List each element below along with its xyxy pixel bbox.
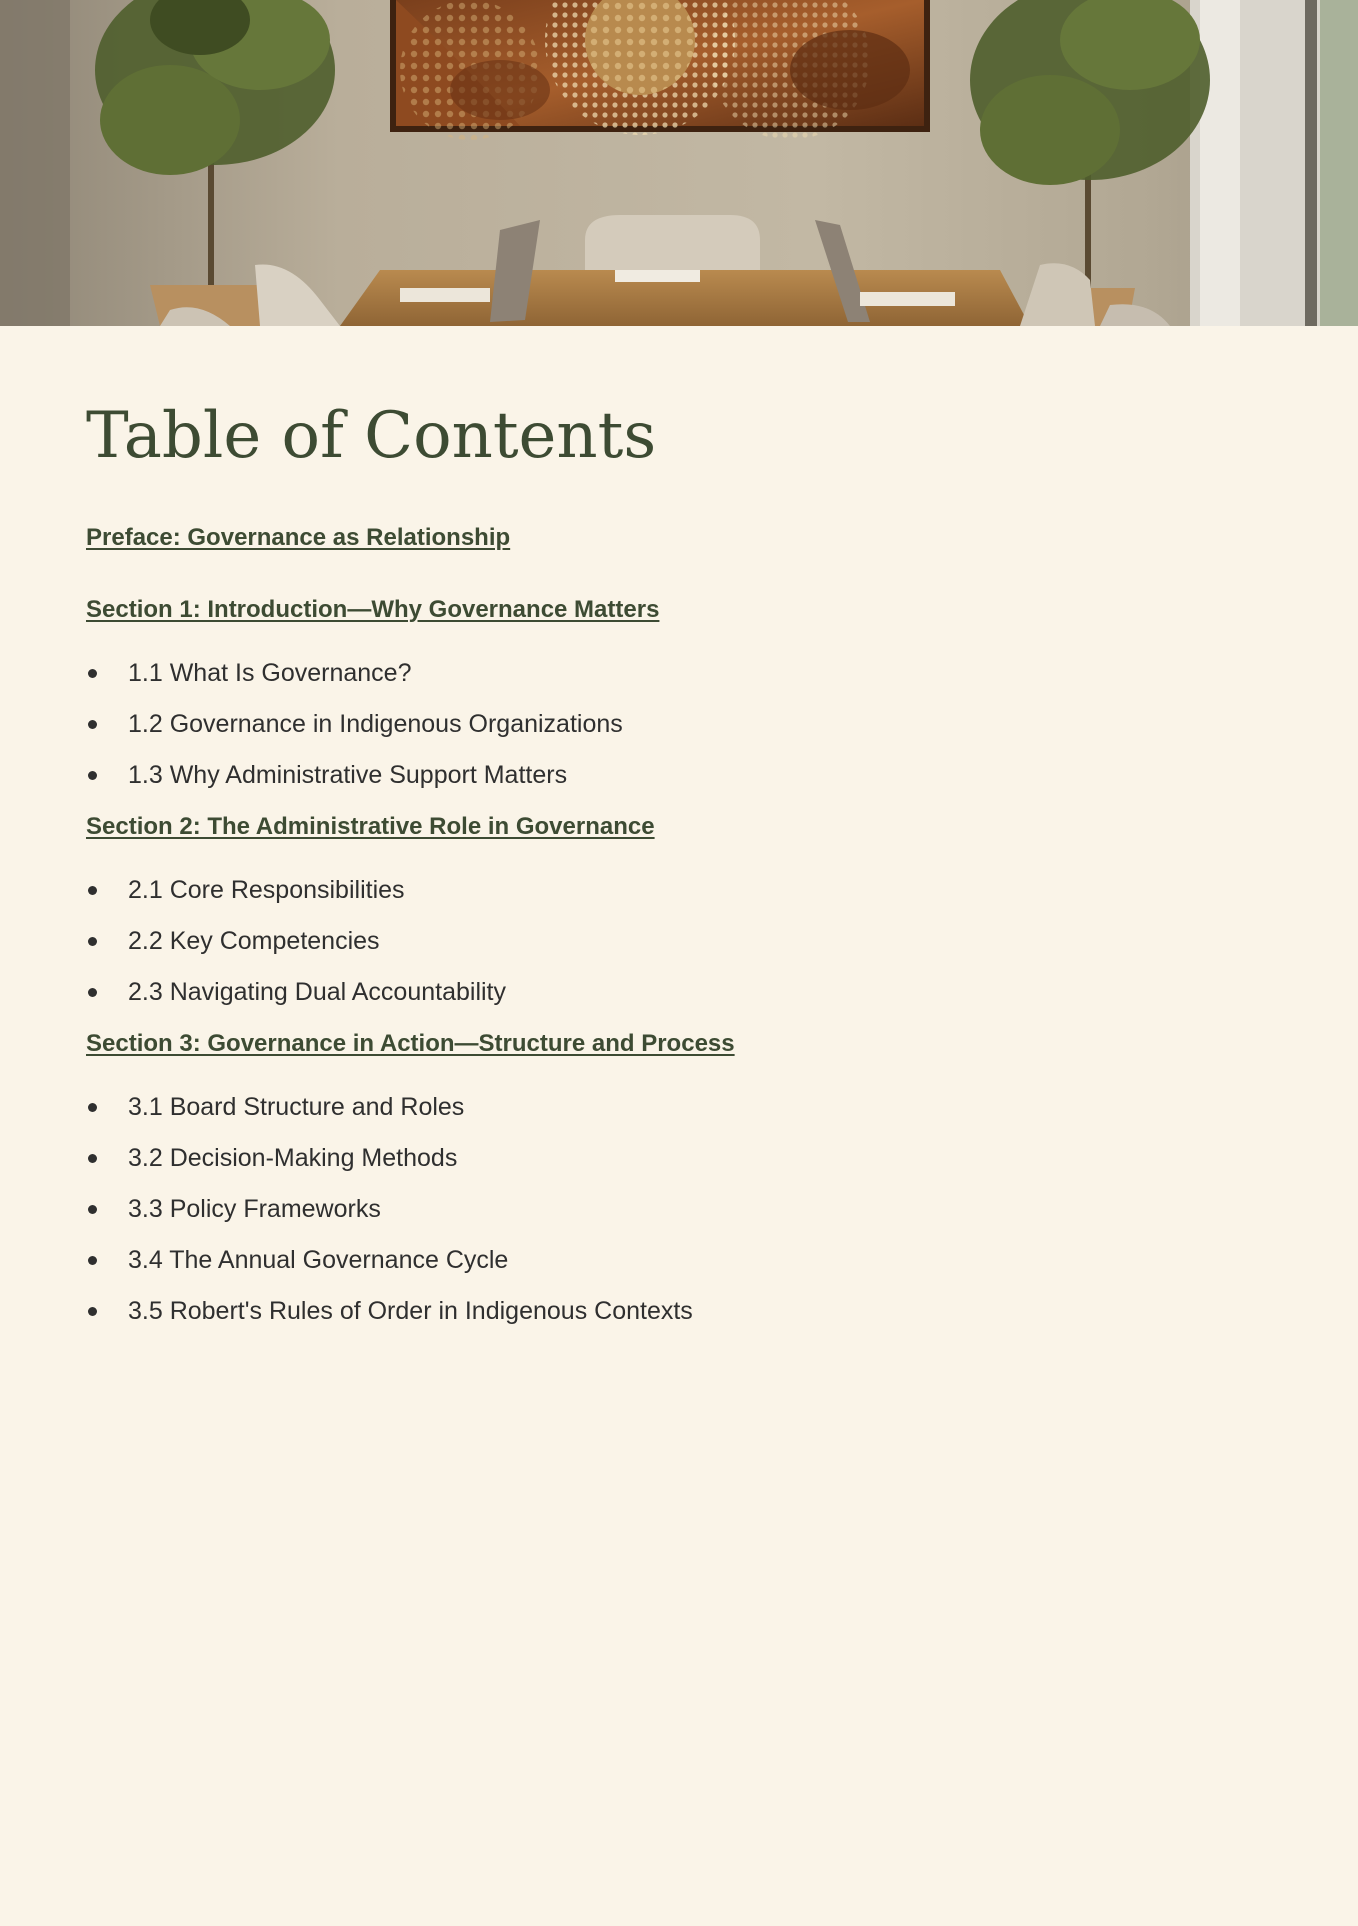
bullet-icon	[88, 1205, 97, 1214]
list-item-label: 1.2 Governance in Indigenous Organizations	[128, 710, 623, 738]
list-item	[86, 875, 1358, 926]
list-item	[86, 977, 1358, 1028]
toc-section-1	[86, 596, 1358, 624]
toc-content	[0, 326, 1358, 1347]
bullet-icon	[88, 988, 97, 997]
list-item-label: 2.3 Navigating Dual Accountability	[128, 978, 507, 1006]
list-item	[86, 658, 1358, 709]
section-2-items	[86, 875, 1358, 1028]
section-2-link[interactable]: Section 2: The Administrative Role in Governance	[86, 813, 655, 840]
bullet-icon	[88, 886, 97, 895]
toc-section-2	[86, 813, 1358, 841]
bullet-icon	[88, 771, 97, 780]
list-item-label: 3.2 Decision-Making Methods	[128, 1144, 458, 1172]
list-item	[86, 1143, 1358, 1194]
bullet-icon	[88, 937, 97, 946]
list-item-label: 1.3 Why Administrative Support Matters	[128, 761, 568, 789]
list-item-label: 2.2 Key Competencies	[128, 927, 380, 955]
preface-link[interactable]: Preface: Governance as Relationship	[86, 524, 511, 551]
bullet-icon	[88, 1103, 97, 1112]
list-item	[86, 760, 1358, 811]
section-1-items	[86, 658, 1358, 811]
section-3-items	[86, 1092, 1358, 1347]
list-item	[86, 1194, 1358, 1245]
list-item-label: 1.1 What Is Governance?	[128, 659, 412, 687]
list-item	[86, 926, 1358, 977]
bullet-icon	[88, 720, 97, 729]
toc-section-3	[86, 1030, 1358, 1058]
bullet-icon	[88, 1256, 97, 1265]
list-item-label: 3.4 The Annual Governance Cycle	[128, 1246, 509, 1274]
page-title: Table of Contents	[86, 399, 657, 473]
bullet-icon	[88, 1307, 97, 1316]
section-3-link[interactable]: Section 3: Governance in Action—Structure and Process	[86, 1030, 735, 1057]
list-item-label: 3.1 Board Structure and Roles	[128, 1093, 465, 1121]
toc-preface	[86, 524, 1358, 552]
list-item	[86, 1245, 1358, 1296]
section-1-link[interactable]: Section 1: Introduction—Why Governance Matters	[86, 596, 660, 623]
list-item-label: 3.3 Policy Frameworks	[128, 1195, 381, 1223]
bullet-icon	[88, 669, 97, 678]
list-item-label: 2.1 Core Responsibilities	[128, 876, 405, 904]
list-item	[86, 1296, 1358, 1347]
dot-painting	[390, 0, 930, 140]
list-item	[86, 709, 1358, 760]
list-item-label: 3.5 Robert's Rules of Order in Indigenous Contexts	[128, 1297, 693, 1325]
list-item	[86, 1092, 1358, 1143]
bullet-icon	[88, 1154, 97, 1163]
meeting-room-illustration	[0, 0, 1358, 326]
hero-image	[0, 0, 1358, 326]
